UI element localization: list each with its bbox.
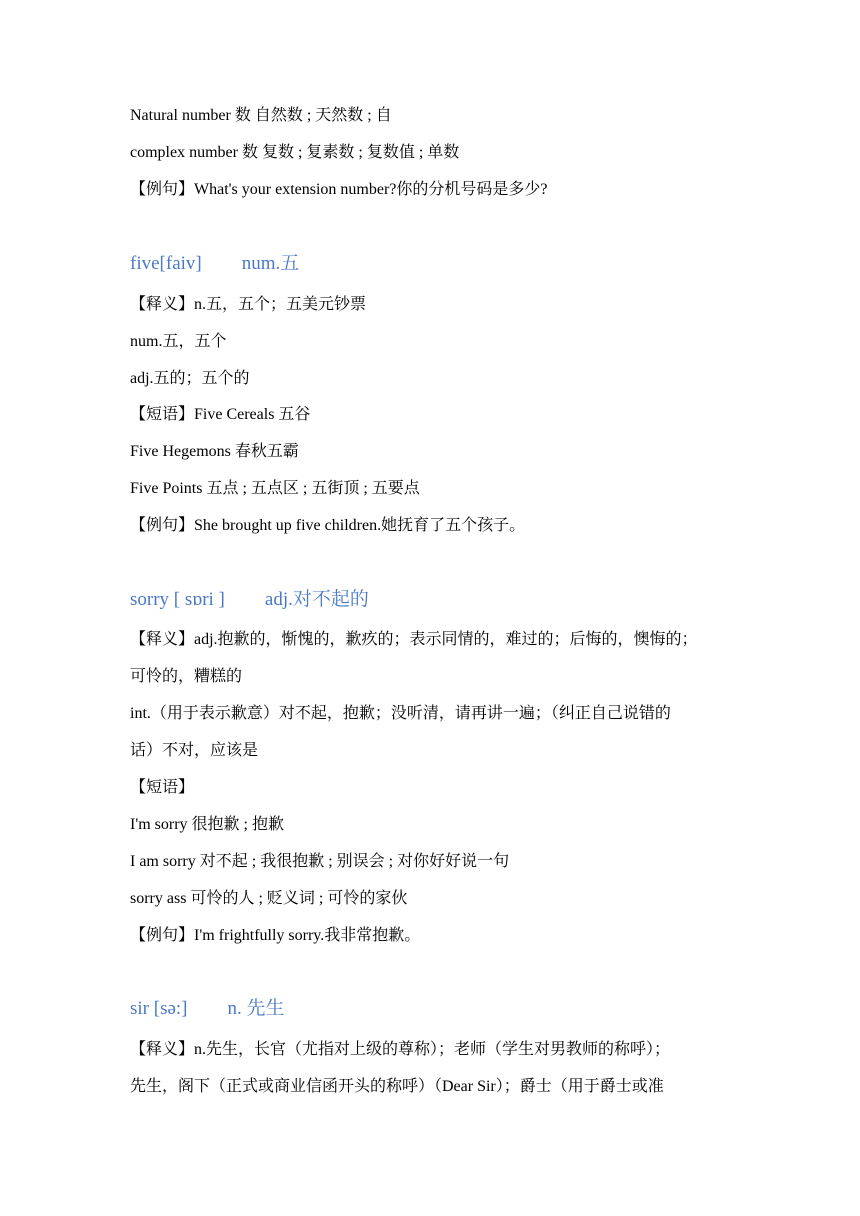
- phrase-line: Five Hegemons 春秋五霸: [130, 443, 299, 460]
- phrase-line: I am sorry 对不起 ; 我很抱歉 ; 别误会 ; 对你好好说一句: [130, 853, 510, 870]
- entry-word: sir [sə:]: [130, 998, 188, 1019]
- phrase-line: 【短语】Five Cereals 五谷: [130, 406, 311, 423]
- phrase-line: Five Points 五点 ; 五点区 ; 五街顶 ; 五要点: [130, 480, 420, 497]
- definition-line: num.五，五个: [130, 333, 227, 350]
- phrase-header: 【短语】: [130, 779, 195, 796]
- entry-heading-five: [130, 252, 299, 276]
- entry-pos: n. 先生: [227, 998, 285, 1019]
- entry-word: sorry [ sɒri ]: [130, 589, 225, 610]
- example-line: 【例句】She brought up five children.她抚育了五个孩子。: [130, 517, 526, 534]
- phrase-line: Natural number 数 自然数 ; 天然数 ; 自: [130, 107, 392, 124]
- definition-line: int.（用于表示歉意）对不起，抱歉；没听清，请再讲一遍；（纠正自己说错的: [130, 705, 671, 722]
- entry-heading-sorry: [130, 588, 369, 612]
- entry-pos: adj.对不起的: [264, 589, 369, 610]
- example-line: 【例句】What's your extension number?你的分机号码是多少?: [130, 181, 548, 198]
- definition-line: 可怜的，糟糕的: [130, 668, 243, 685]
- phrase-line: sorry ass 可怜的人 ; 贬义词 ; 可怜的家伙: [130, 890, 408, 907]
- entry-heading-sir: [130, 997, 285, 1021]
- definition-line: adj.五的；五个的: [130, 370, 250, 387]
- definition-line: 先生，阁下（正式或商业信函开头的称呼）（Dear Sir）；爵士（用于爵士或准: [130, 1078, 664, 1095]
- phrase-line: I'm sorry 很抱歉 ; 抱歉: [130, 816, 284, 833]
- phrase-line: complex number 数 复数 ; 复素数 ; 复数值 ; 单数: [130, 144, 460, 161]
- example-line: 【例句】I'm frightfully sorry.我非常抱歉。: [130, 927, 421, 944]
- definition-line: 话）不对，应该是: [130, 742, 259, 759]
- definition-line: 【释义】n.五，五个；五美元钞票: [130, 296, 367, 313]
- definition-line: 【释义】n.先生，长官（尤指对上级的尊称）；老师（学生对男教师的称呼）；: [130, 1041, 671, 1058]
- entry-pos: num.五: [241, 253, 300, 274]
- definition-line: 【释义】adj.抱歉的，惭愧的，歉疚的；表示同情的，难过的；后悔的，懊悔的；: [130, 631, 698, 648]
- entry-word: five[faiv]: [130, 253, 202, 274]
